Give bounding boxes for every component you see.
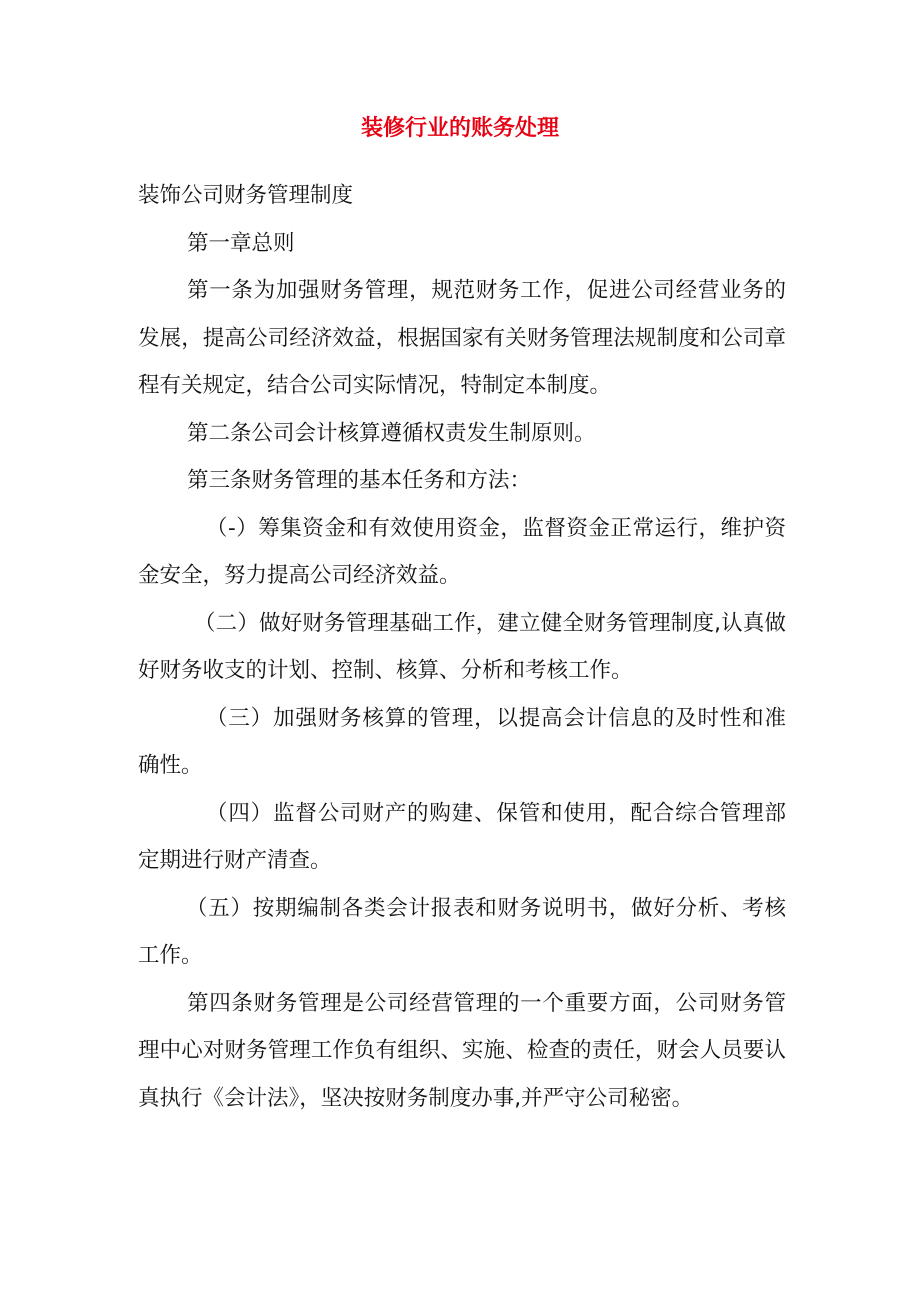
article-2: 第二条公司会计核算遵循权责发生制原则。 (187, 420, 596, 446)
chapter-heading: 第一章总则 (187, 230, 295, 256)
document-subtitle: 装饰公司财务管理制度 (138, 183, 354, 208)
article-3-item-4: （四）监督公司财产的购建、保管和使用，配合综合管理部定期进行财产清查。 (138, 800, 786, 873)
article-3-item-3: （三）加强财务核算的管理，以提高会计信息的及时性和准确性。 (138, 705, 786, 778)
article-3-item-2: （二）做好财务管理基础工作，建立健全财务管理制度,认真做好财务收支的计划、控制、核算、分析和考核工作。 (138, 610, 786, 683)
document-body (138, 172, 786, 1122)
article-3-item-1: （-）筹集资金和有效使用资金，监督资金正常运行，维护资金安全，努力提高公司经济效益。 (138, 515, 786, 588)
document-title: 装修行业的账务处理 (360, 116, 559, 141)
article-3: 第三条财务管理的基本任务和方法： (187, 468, 532, 493)
article-4: 第四条财务管理是公司经营管理的一个重要方面，公司财务管理中心对财务管理工作负有组织、实施、检查的责任，财会人员要认真执行《会计法》，坚决按财务制度办事,并严守公司秘密。 (138, 990, 786, 1111)
article-3-item-5: （五）按期编制各类会计报表和财务说明书，做好分析、考核工作。 (138, 895, 786, 968)
article-1: 第一条为加强财务管理，规范财务工作，促进公司经营业务的发展，提高公司经济效益，根据国家有关财务管理法规制度和公司章程有关规定，结合公司实际情况，特制定本制度。 (138, 278, 786, 398)
